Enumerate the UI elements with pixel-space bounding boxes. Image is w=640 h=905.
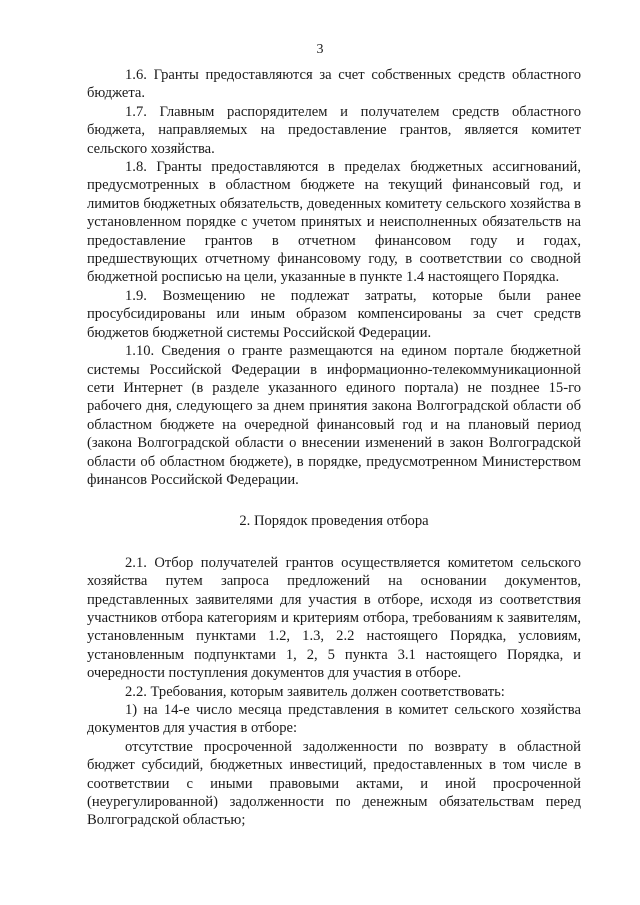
- page-number: 3: [316, 42, 324, 57]
- paragraph-1-8: 1.8. Гранты предоставляются в пределах бюджетных ассигнований, предусмотренных в областном бюджете на текущий финансовый год, и лимитов бюджетных обязательств, доведенных комитету сельского хозяйства в установленном порядке с учетом принятых и неисполненных обязательств на предоставление грантов в отчетном финансовом году и годах, предшествующих отчетному финансовому году, в соответствии со сводной бюджетной росписью на цели, указанные в пункте 1.4 настоящего Порядка.: [87, 159, 581, 286]
- paragraph-2-2: 2.2. Требования, которым заявитель должен соответствовать:: [125, 683, 505, 700]
- paragraph-2-2-item-1: 1) на 14-е число месяца представления в комитет сельского хозяйства документов для участия в отборе:: [87, 702, 581, 737]
- paragraph-2-1: 2.1. Отбор получателей грантов осуществляется комитетом сельского хозяйства путем запроса предложений на основании документов, представленных заявителями для участия в отборе, исходя из соответствия участников отбора категориям и критериям отбора, требованиям к заявителям, установленным пунктами 1.2, 1.3, 2.2 настоящего Порядка, условиям, установленным подпунктами 1, 2, 5 пункта 3.1 настоящего Порядка, и очередности поступления документов для участия в отборе.: [87, 554, 581, 682]
- document-body: [87, 66, 581, 830]
- paragraph-1-7: 1.7. Главным распорядителем и получателем средств областного бюджета, направляемых на предоставление грантов, является комитет сельского хозяйства.: [87, 103, 581, 157]
- paragraph-1-9: 1.9. Возмещению не подлежат затраты, которые были ранее просубсидированы или иным образом компенсированы за счет средств бюджетов бюджетной системы Российской Федерации.: [87, 287, 581, 341]
- paragraph-1-6: 1.6. Гранты предоставляются за счет собственных средств областного бюджета.: [87, 67, 581, 102]
- paragraph-1-10: 1.10. Сведения о гранте размещаются на едином портале бюджетной системы Российской Федерации в информационно-телекоммуникационной сети Интернет (в разделе указанного единого портала) не позднее 15-го рабочего дня, следующего за днем принятия закона Волгоградской области об областном бюджете на очередной финансовый год и на плановый период (закона Волгоградской области о внесении изменений в закон Волгоградской области об областном бюджете), в порядке, предусмотренном Министерством финансов Российской Федерации.: [87, 343, 581, 488]
- section-heading: 2. Порядок проведения отбора: [239, 513, 429, 530]
- paragraph-2-2-item-1-text: отсутствие просроченной задолженности по возврату в областной бюджет субсидий, бюджетных инвестиций, предоставленных в том числе в соответствии с иными правовыми актами, и иной просроченной (неурегулированной) задолженности по денежным обязательствам перед Волгоградской областью;: [87, 738, 581, 829]
